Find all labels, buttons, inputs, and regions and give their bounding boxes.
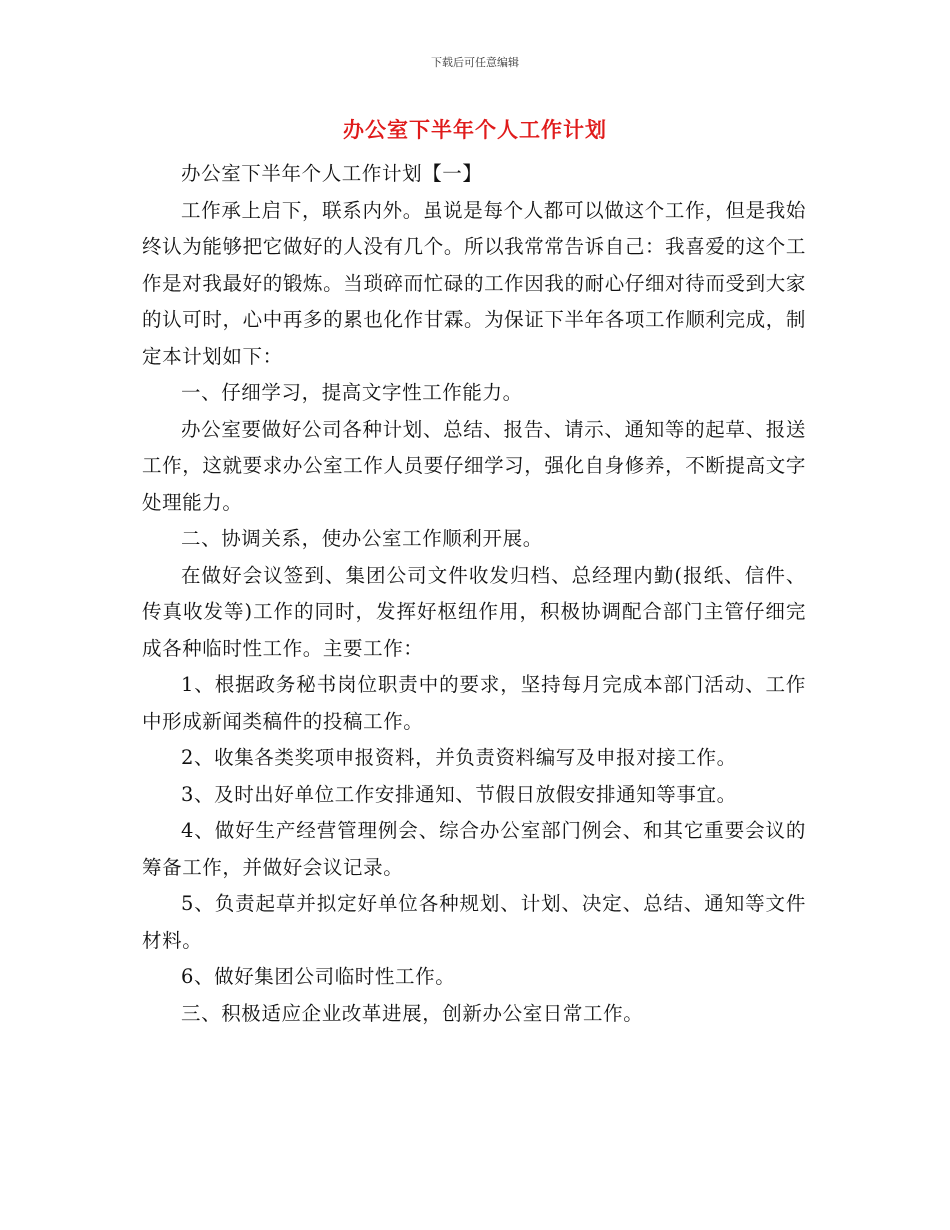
paragraph: 2、收集各类奖项申报资料，并负责资料编写及申报对接工作。 [181,746,737,769]
paragraph: 在做好会议签到、集团公司文件收发归档、总经理内勤(报纸、信件、传真收发等)工作的同时，发挥好枢纽作用，积极协调配合部门主管仔细完成各种临时性工作。主要工作： [142,563,806,660]
header-note: 下载后可任意编辑 [431,56,519,69]
paragraph: 5、负责起草并拟定好单位各种规划、计划、决定、总结、通知等文件材料。 [142,892,806,952]
paragraph: 二、协调关系，使办公室工作顺利开展。 [181,527,543,550]
paragraph: 办公室要做好公司各种计划、总结、报告、请示、通知等的起草、报送工作，这就要求办公室工作人员要仔细学习，强化自身修养，不断提高文字处理能力。 [142,417,806,514]
paragraph: 工作承上启下，联系内外。虽说是每个人都可以做这个工作，但是我始终认为能够把它做好的人没有几个。所以我常常告诉自己：我喜爱的这个工作是对我最好的锻炼。当琐碎而忙碌的工作因我的耐心仔细对待而受到大家的认可时，心中再多的累也化作甘霖。为保证下半年各项工作顺利完成，制定本计划如下： [142,198,806,368]
paragraph: 三、积极适应企业改革进展，创新办公室日常工作。 [181,1001,644,1025]
paragraph: 6、做好集团公司临时性工作。 [181,965,456,988]
document-title: 办公室下半年个人工作计划 [343,118,607,142]
paragraph: 一、仔细学习，提高文字性工作能力。 [181,381,523,404]
paragraph: 3、及时出好单位工作安排通知、节假日放假安排通知等事宜。 [181,782,737,806]
paragraph: 1、根据政务秘书岗位职责中的要求，坚持每月完成本部门活动、工作中形成新闻类稿件的投稿工作。 [142,673,806,733]
paragraph: 4、做好生产经营管理例会、综合办公室部门例会、和其它重要会议的筹备工作，并做好会议记录。 [142,819,806,879]
document-body [142,156,806,1032]
section-heading: 办公室下半年个人工作计划【一】 [181,162,483,185]
